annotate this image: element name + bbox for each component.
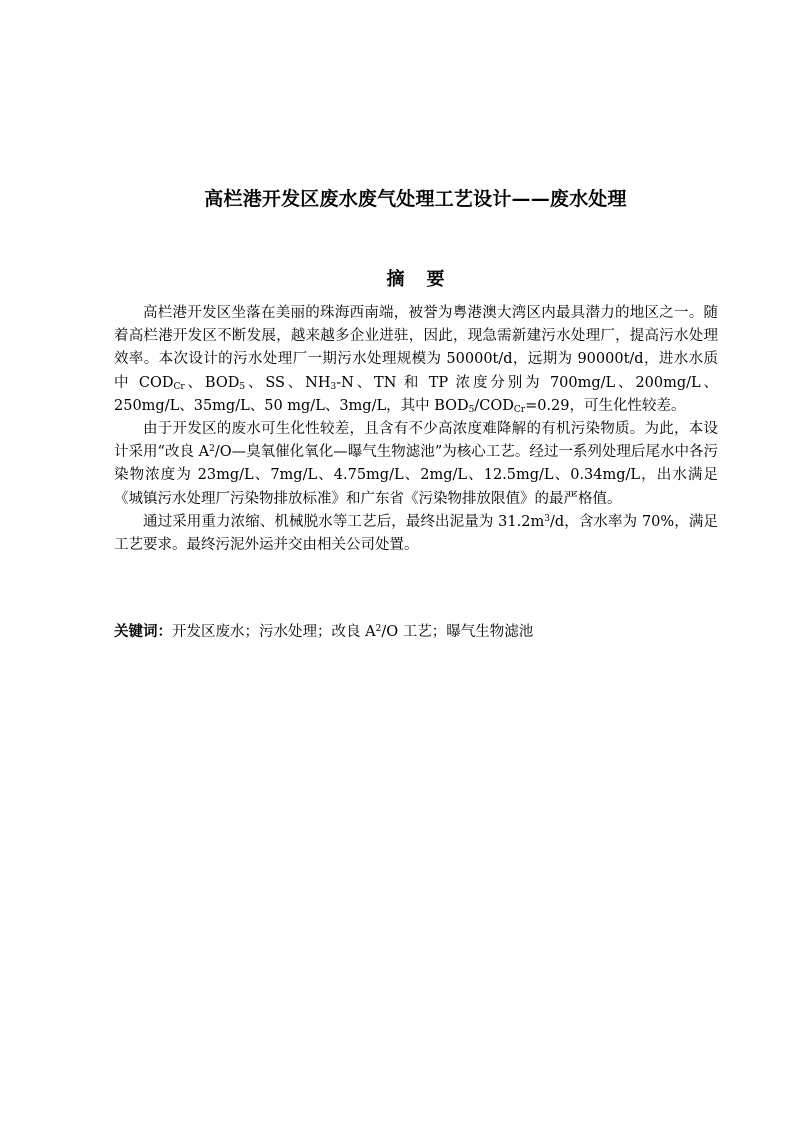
p2-text-2: /O—臭氧催化氧化—曝气生物滤池”为核心工艺。经过一系列处理后尾水中各污染物浓度为 23mg/L、7mg/L、4.75mg/L、2mg/L、12.5mg/L、0.34mg/L，出水满足《城镇污水处理厂污染物排放标准》和广东省《污染物排放限值》的最严格值。	[114, 444, 719, 507]
keywords-superscript-2: 2	[375, 624, 382, 634]
p1-subscript-cr-2: Cr	[513, 404, 526, 415]
p1-subscript-cr-1: Cr	[173, 381, 185, 392]
abstract-paragraph-2	[114, 418, 718, 511]
p3-text-2: /d，含水率为 70%，满足工艺要求。最终污泥外运并交由相关公司处置。	[114, 513, 718, 554]
keywords-text-2: /O 工艺；曝气生物滤池	[381, 624, 534, 640]
p1-text-3: 、SS、NH	[245, 374, 331, 391]
p1-subscript-5-2: 5	[468, 404, 475, 415]
p1-text-5: /COD	[474, 397, 514, 414]
abstract-heading	[0, 268, 793, 292]
p1-text-2: 、BOD	[184, 374, 240, 391]
p2-superscript-2: 2	[209, 444, 215, 455]
abstract-heading-char-1: 摘	[386, 269, 405, 290]
abstract-paragraph-1	[114, 302, 718, 418]
p3-superscript-3: 3	[544, 513, 550, 524]
abstract-paragraph-3	[114, 511, 718, 557]
p1-text-4: -N、TN 和 TP 浓度分别为 700mg/L、200mg/L、250mg/L、35mg/L、50 mg/L、3mg/L，其中 BOD	[114, 374, 718, 414]
keywords-label: 关键词：	[114, 623, 172, 640]
p1-subscript-5-1: 5	[239, 381, 246, 392]
document-title: 高栏港开发区废水废气处理工艺设计——废水处理	[204, 188, 627, 210]
abstract-heading-char-2: 要	[426, 269, 445, 290]
keywords-text-1: 开发区废水；污水处理；改良 A	[172, 624, 376, 640]
p2-text-1: 由于开发区的废水可生化性较差，且含有不少高浓度难降解的有机污染物质。为此，本设计采用“改良 A	[114, 421, 718, 461]
p1-text-6: =0.29，可生化性较差。	[525, 397, 686, 414]
abstract-body	[114, 302, 718, 557]
p1-text-1: 高栏港开发区坐落在美丽的珠海西南端，被誉为粤港澳大湾区内最具潜力的地区之一。随着高栏港开发区不断发展，越来越多企业进驻，因此，现急需新建污水处理厂，提高污水处理效率。本次设计的污水处理厂一期污水处理规模为 50000t/d，远期为 90000t/d，进水水质中 COD	[114, 305, 718, 391]
p3-text-1: 通过采用重力浓缩、机械脱水等工艺后，最终出泥量为 31.2m	[143, 513, 545, 530]
keywords-line	[114, 620, 718, 644]
p1-subscript-3: 3	[330, 381, 337, 392]
